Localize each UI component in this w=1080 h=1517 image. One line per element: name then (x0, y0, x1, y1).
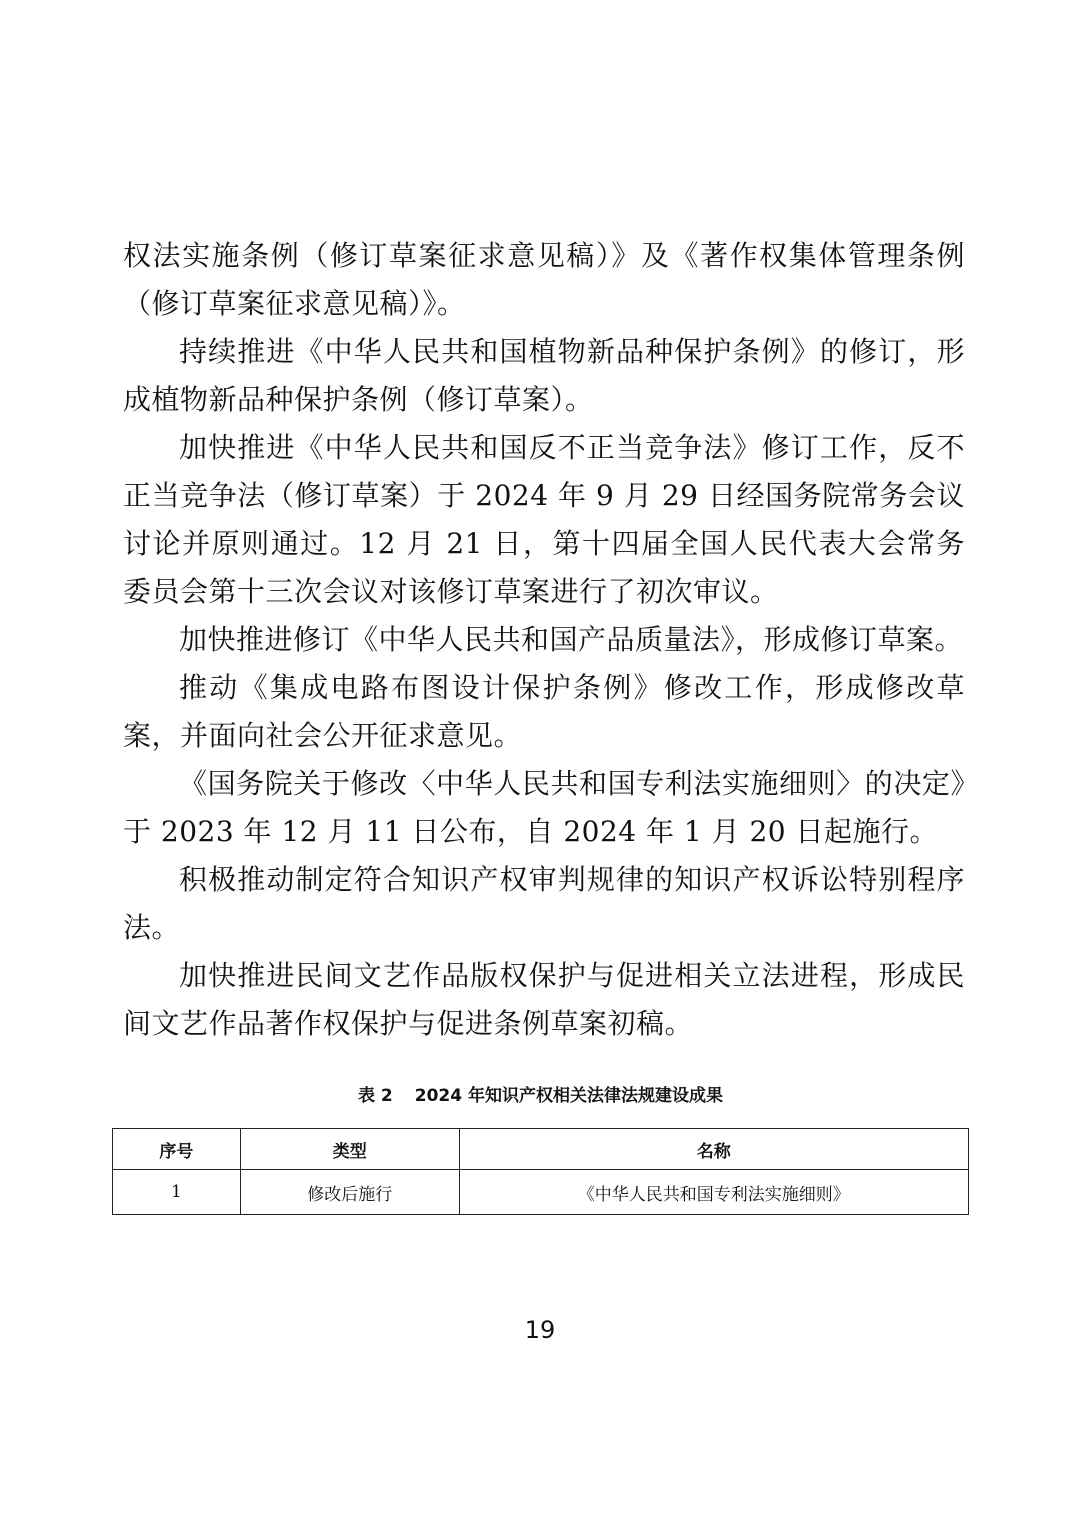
paragraph-anti-unfair-competition: 加快推进《中华人民共和国反不正当竞争法》修订工作，反不正当竞争法（修订草案）于 2024 年 9 月 29 日经国务院常务会议讨论并原则通过。12 月 21 日，第十四届全国人民代表大会常务委员会第十三次会议对该修订草案进行了初次审议。 (123, 431, 965, 608)
table-caption-label: 表 2 (358, 1086, 393, 1106)
table-row (113, 1170, 969, 1215)
column-header-name: 名称 (459, 1129, 968, 1170)
paragraph-integrated-circuit: 推动《集成电路布图设计保护条例》修改工作，形成修改草案，并面向社会公开征求意见。 (123, 671, 965, 752)
paragraph-plant-variety: 持续推进《中华人民共和国植物新品种保护条例》的修订，形成植物新品种保护条例（修订草案）。 (123, 335, 965, 416)
cell-type: 修改后施行 (240, 1170, 459, 1215)
paragraph-litigation-procedure: 积极推动制定符合知识产权审判规律的知识产权诉讼特别程序法。 (123, 863, 965, 944)
table-caption (112, 1082, 969, 1110)
paragraph-product-quality: 加快推进修订《中华人民共和国产品质量法》，形成修订草案。 (179, 623, 964, 656)
paragraph-continuation: 权法实施条例（修订草案征求意见稿）》及《著作权集体管理条例（修订草案征求意见稿）》。 (123, 239, 965, 320)
table-caption-title: 2024 年知识产权相关法律法规建设成果 (414, 1086, 723, 1106)
page-number: 19 (524, 1316, 556, 1344)
paragraph-folk-art: 加快推进民间文艺作品版权保护与促进相关立法进程，形成民间文艺作品著作权保护与促进条例草案初稿。 (123, 959, 965, 1040)
results-table (112, 1128, 969, 1215)
cell-index: 1 (113, 1170, 241, 1215)
table-header-row (113, 1129, 969, 1170)
cell-name: 《中华人民共和国专利法实施细则》 (459, 1170, 968, 1215)
document-body (123, 232, 965, 1048)
column-header-index: 序号 (113, 1129, 241, 1170)
paragraph-patent-rules: 《国务院关于修改〈中华人民共和国专利法实施细则〉的决定》于 2023 年 12 月 11 日公布，自 2024 年 1 月 20 日起施行。 (123, 767, 965, 848)
column-header-type: 类型 (240, 1129, 459, 1170)
